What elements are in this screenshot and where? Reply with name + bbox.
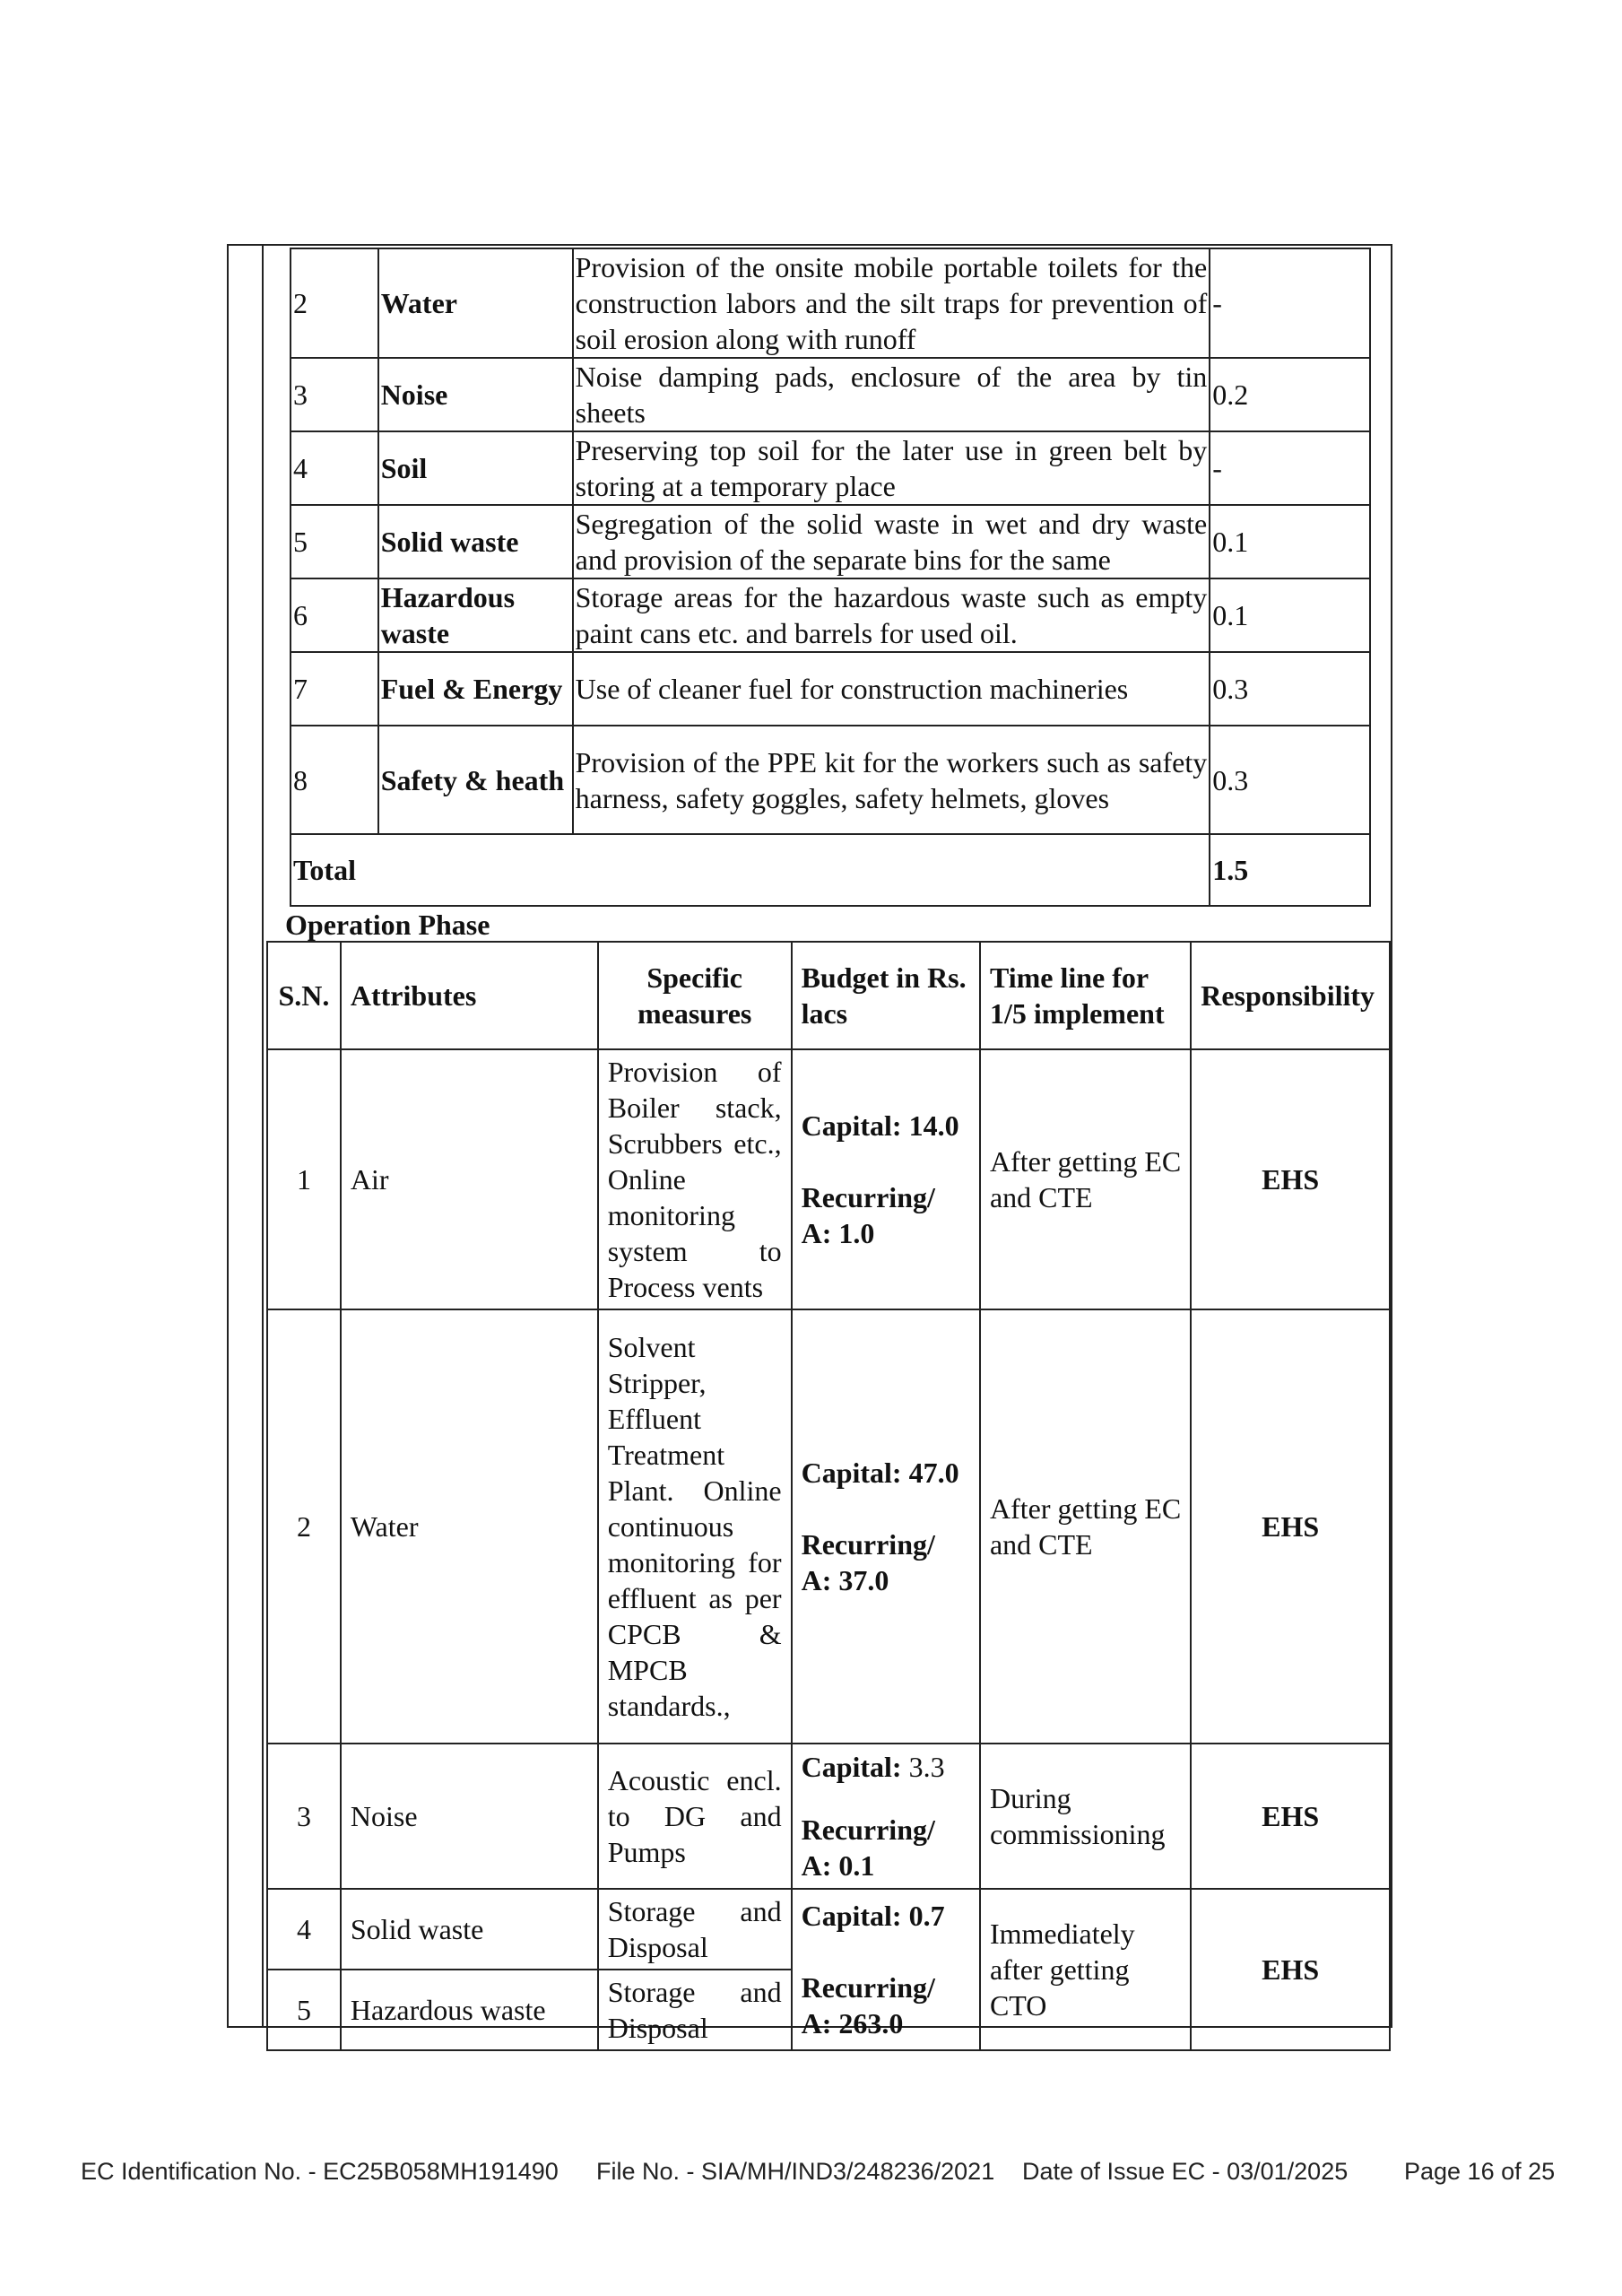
measure-cell: Use of cleaner fuel for construction machineries xyxy=(573,652,1210,726)
measure-cell: Noise damping pads, enclosure of the area by tin sheets xyxy=(573,358,1210,431)
measure-cell: Storage and Disposal xyxy=(598,1889,792,1970)
budget-cell: 0.1 xyxy=(1210,578,1370,652)
measure-cell: Provision of the PPE kit for the workers such as safety harness, safety goggles, safety helmets, gloves xyxy=(573,726,1210,834)
table-row xyxy=(267,1049,1390,1309)
issue-date: Date of Issue EC - 03/01/2025 xyxy=(1022,2158,1349,2185)
capital-value: Capital: 47.0 xyxy=(801,1457,959,1489)
table-row xyxy=(291,505,1370,578)
table-row xyxy=(267,1744,1390,1889)
capital-value: Capital: 14.0 xyxy=(801,1109,959,1142)
total-value: 1.5 xyxy=(1210,834,1370,906)
budget-cell xyxy=(792,1309,980,1744)
attribute-cell: Solid waste xyxy=(341,1889,598,1970)
recurring-value: Recurring/ A: 37.0 xyxy=(801,1528,935,1596)
sn-cell: 4 xyxy=(267,1889,341,1970)
responsibility-cell: EHS xyxy=(1191,1309,1390,1744)
capital-label: Capital: xyxy=(801,1751,902,1783)
recurring-value: Recurring/ A: 0.1 xyxy=(801,1813,935,1882)
attribute-cell: Hazardous waste xyxy=(341,1970,598,2050)
sn-cell: 3 xyxy=(267,1744,341,1889)
measure-cell: Acoustic encl. to DG and Pumps xyxy=(598,1744,792,1889)
recurring-value: Recurring/ A: 263.0 xyxy=(801,1971,935,2039)
operation-phase-table xyxy=(266,941,1391,2051)
measure-cell: Provision of Boiler stack, Scrubbers etc., Online monitoring system to Process vents xyxy=(598,1049,792,1309)
budget-cell: - xyxy=(1210,431,1370,505)
budget-cell: 0.3 xyxy=(1210,726,1370,834)
file-number: File No. - SIA/MH/IND3/248236/2021 xyxy=(596,2158,995,2185)
frame-margin-line xyxy=(262,244,264,2028)
budget-cell: 0.1 xyxy=(1210,505,1370,578)
attribute-cell: Noise xyxy=(341,1744,598,1889)
header-budget: Budget in Rs. lacs xyxy=(792,942,980,1049)
sn-cell: 4 xyxy=(291,431,378,505)
capital-value: 3.3 xyxy=(908,1751,945,1783)
header-responsibility: Responsibility xyxy=(1191,942,1390,1049)
responsibility-cell: EHS xyxy=(1191,1889,1390,2050)
measure-cell: Storage areas for the hazardous waste such as empty paint cans etc. and barrels for used oil. xyxy=(573,578,1210,652)
table-row xyxy=(291,578,1370,652)
total-label: Total xyxy=(291,834,1210,906)
attribute-cell: Soil xyxy=(378,431,573,505)
table-row xyxy=(291,652,1370,726)
table-row xyxy=(267,1889,1390,1970)
sn-cell: 2 xyxy=(291,248,378,358)
attribute-cell: Fuel & Energy xyxy=(378,652,573,726)
attribute-cell: Solid waste xyxy=(378,505,573,578)
sn-cell: 5 xyxy=(291,505,378,578)
attribute-cell: Safety & heath xyxy=(378,726,573,834)
budget-cell xyxy=(792,1049,980,1309)
table-row xyxy=(291,248,1370,358)
table-row xyxy=(291,726,1370,834)
budget-cell: 0.3 xyxy=(1210,652,1370,726)
sn-cell: 5 xyxy=(267,1970,341,2050)
operation-phase-title: Operation Phase xyxy=(285,909,490,941)
timeline-cell: During commissioning xyxy=(980,1744,1191,1889)
header-attributes: Attributes xyxy=(341,942,598,1049)
page-number: Page 16 of 25 xyxy=(1404,2158,1556,2185)
measure-cell: Preserving top soil for the later use in green belt by storing at a temporary place xyxy=(573,431,1210,505)
measure-cell: Solvent Stripper, Effluent Treatment Plant. Online continuous monitoring for effluent as per CPCB & MPCB standards., xyxy=(598,1309,792,1744)
sn-cell: 2 xyxy=(267,1309,341,1744)
ec-identification: EC Identification No. - EC25B058MH191490 xyxy=(81,2158,559,2185)
attribute-cell: Water xyxy=(341,1309,598,1744)
header-timeline: Time line for 1/5 implement xyxy=(980,942,1191,1049)
table-row xyxy=(291,358,1370,431)
attribute-cell: Water xyxy=(378,248,573,358)
table-header-row xyxy=(267,942,1390,1049)
attribute-cell: Noise xyxy=(378,358,573,431)
timeline-cell: After getting EC and CTE xyxy=(980,1309,1191,1744)
measure-cell: Provision of the onsite mobile portable toilets for the construction labors and the silt traps for prevention of soil erosion along with runoff xyxy=(573,248,1210,358)
table-row xyxy=(267,1309,1390,1744)
timeline-cell: After getting EC and CTE xyxy=(980,1049,1191,1309)
sn-cell: 7 xyxy=(291,652,378,726)
timeline-cell: Immediately after getting CTO xyxy=(980,1889,1191,2050)
table-row xyxy=(291,431,1370,505)
attribute-cell: Hazardous waste xyxy=(378,578,573,652)
header-measures: Specific measures xyxy=(598,942,792,1049)
recurring-value: Recurring/ A: 1.0 xyxy=(801,1181,935,1249)
sn-cell: 3 xyxy=(291,358,378,431)
measure-cell: Segregation of the solid waste in wet and dry waste and provision of the separate bins for the same xyxy=(573,505,1210,578)
budget-cell xyxy=(792,1889,980,2050)
attribute-cell: Air xyxy=(341,1049,598,1309)
construction-phase-table xyxy=(290,248,1371,907)
responsibility-cell: EHS xyxy=(1191,1049,1390,1309)
header-sn: S.N. xyxy=(267,942,341,1049)
capital-value: Capital: 0.7 xyxy=(801,1900,945,1932)
total-row xyxy=(291,834,1370,906)
sn-cell: 6 xyxy=(291,578,378,652)
budget-cell: 0.2 xyxy=(1210,358,1370,431)
sn-cell: 8 xyxy=(291,726,378,834)
sn-cell: 1 xyxy=(267,1049,341,1309)
budget-cell xyxy=(792,1744,980,1889)
measure-cell: Storage and Disposal xyxy=(598,1970,792,2050)
budget-cell: - xyxy=(1210,248,1370,358)
responsibility-cell: EHS xyxy=(1191,1744,1390,1889)
